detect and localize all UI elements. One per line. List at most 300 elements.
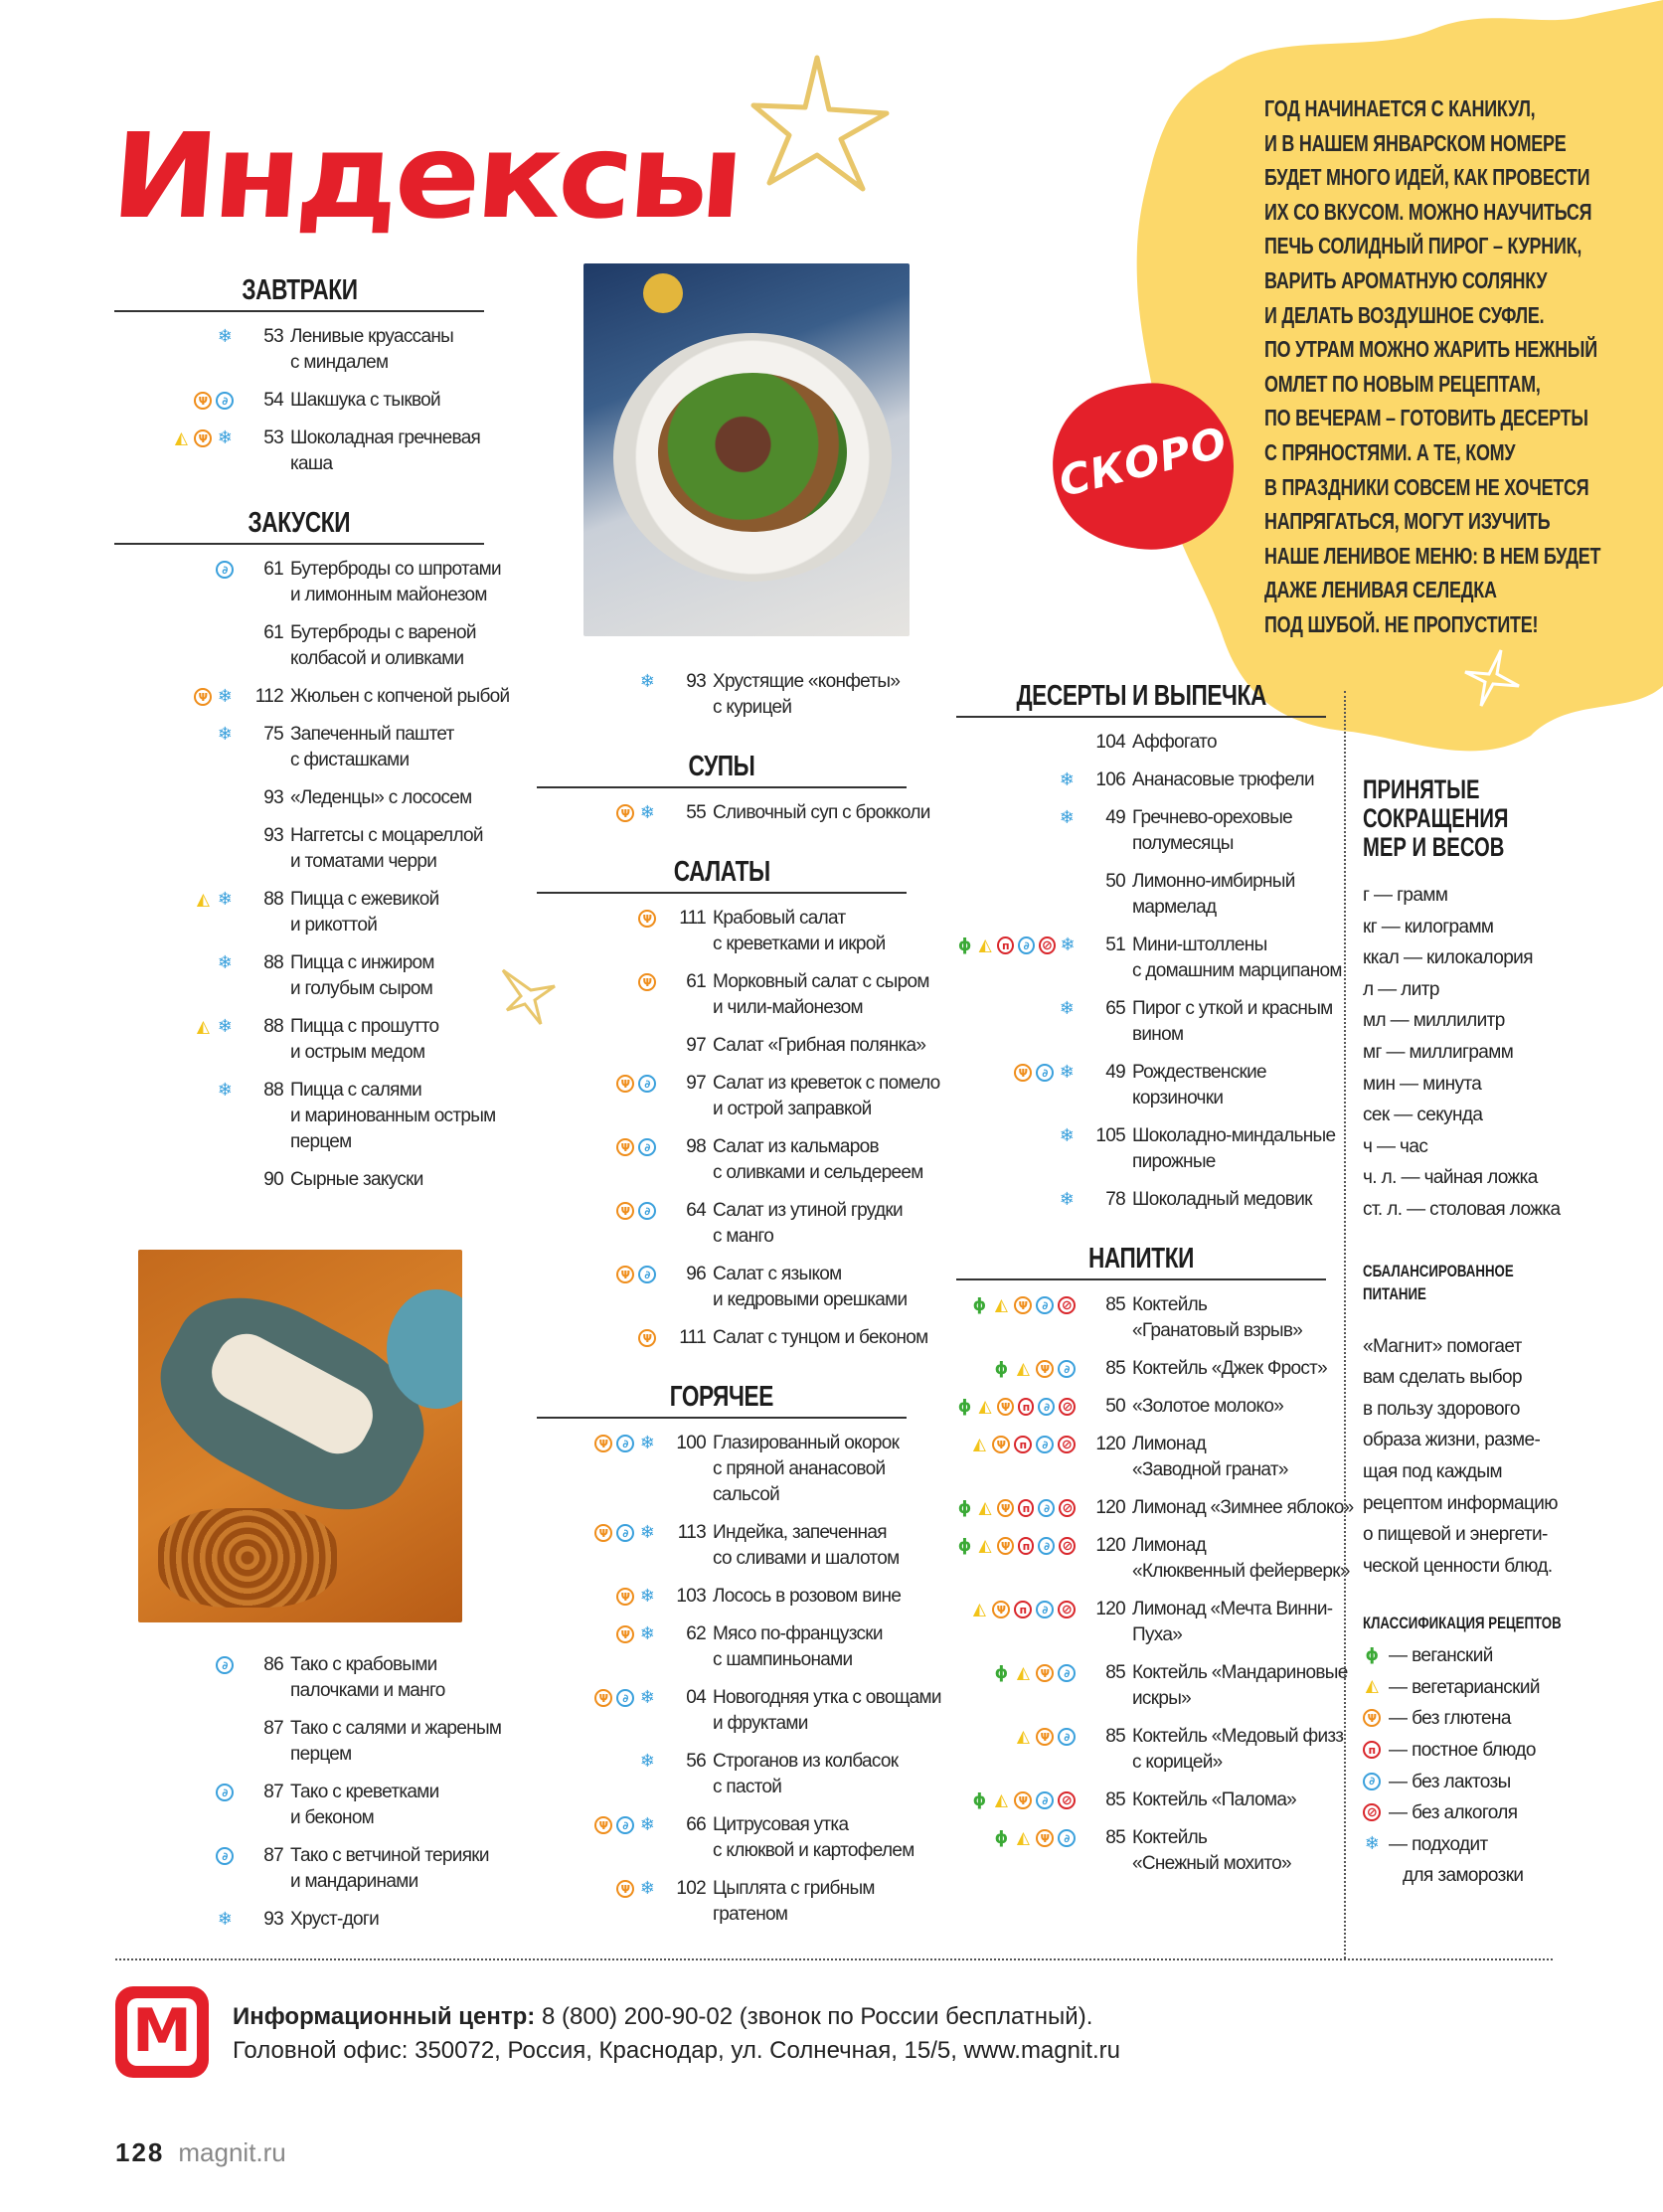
diet-icons (956, 1123, 1076, 1145)
recipe-entry[interactable] (114, 1652, 484, 1704)
page-number: 61 (686, 971, 706, 992)
bottle-icon: ∂ (638, 1138, 656, 1156)
star-doodle-icon (746, 48, 895, 197)
recipe-entry[interactable] (114, 1078, 496, 1155)
page-number: 88 (263, 1016, 283, 1037)
cheese-icon: ◭ (978, 1396, 991, 1417)
recipe-entry[interactable] (537, 1325, 928, 1351)
lent-icon: п (1014, 1601, 1032, 1618)
page-number: 120 (1095, 1599, 1125, 1619)
page-number: 120 (1095, 1434, 1125, 1454)
diet-icons (956, 767, 1076, 789)
legend-label: — подходит для заморозки (1389, 1833, 1524, 1887)
no-alcohol-icon: ⊘ (1059, 1537, 1076, 1555)
recipe-title: Цыплята с грибным гратеном (713, 1878, 875, 1925)
abbreviation-item: кг — килограмм (1363, 916, 1494, 937)
legend-item (1363, 1735, 1601, 1767)
page-number: 120 (1095, 1535, 1125, 1556)
snowflake-icon: ❄ (217, 1080, 233, 1101)
abbreviations-heading: ПРИНЯТЫЕ СОКРАЩЕНИЯ МЕР И ВЕСОВ (1363, 774, 1509, 862)
snowflake-icon: ❄ (217, 889, 233, 910)
leaf-icon: ϕ (957, 935, 971, 955)
wheat-crossed-icon: Ψ (616, 1625, 634, 1643)
section-title: ЗАВТРАКИ (241, 274, 358, 306)
recipe-entry[interactable] (537, 1198, 907, 1250)
bottle-icon: ∂ (1058, 1728, 1076, 1746)
snowflake-icon: ❄ (217, 427, 233, 448)
recipe-title: Тако с креветками и беконом (290, 1782, 439, 1828)
snowflake-icon: ❄ (639, 1814, 655, 1835)
page-number: 61 (263, 559, 283, 580)
recipe-entry[interactable] (537, 906, 907, 957)
page-number: 102 (676, 1878, 706, 1899)
snowflake-icon: ❄ (639, 1687, 655, 1708)
leaf-icon: ϕ (972, 1789, 986, 1810)
recipe-entry[interactable] (956, 1060, 1326, 1111)
recipe-entry[interactable] (114, 1167, 484, 1193)
bottle-icon: ∂ (1036, 1064, 1054, 1082)
recipe-entry[interactable] (537, 1584, 907, 1610)
recipe-title: Коктейль «Снежный мохито» (1132, 1827, 1291, 1874)
section-title: ГОРЯЧЕЕ (669, 1381, 774, 1413)
promo-line: И ДЕЛАТЬ ВОЗДУШНОЕ СУФЛЕ. (1264, 301, 1545, 328)
page-number: 85 (1105, 1789, 1125, 1810)
diet-icons (537, 969, 656, 991)
diet-icons (114, 684, 234, 706)
diet-icons (537, 1431, 656, 1452)
no-alcohol-icon: ⊘ (1058, 1601, 1076, 1618)
recipe-entry[interactable] (956, 869, 1326, 921)
recipe-entry[interactable] (114, 1780, 484, 1831)
recipe-entry[interactable] (114, 620, 484, 672)
diet-icons (956, 933, 1076, 954)
recipe-title: Цитрусовая утка с клюквой и картофелем (713, 1814, 915, 1861)
page-number: 88 (263, 889, 283, 910)
bottle-icon: ∂ (616, 1689, 634, 1707)
recipe-entry[interactable] (114, 1014, 484, 1066)
recipe-title: Мясо по-французски с шампиньонами (713, 1623, 883, 1670)
cheese-icon: ◭ (978, 935, 991, 955)
recipe-entry[interactable] (114, 425, 484, 477)
recipe-entry[interactable] (956, 1825, 1326, 1877)
recipe-title: Коктейль «Гранатовый взрыв» (1132, 1294, 1303, 1341)
recipe-entry[interactable] (956, 1660, 1348, 1712)
page-number: 75 (263, 724, 283, 745)
abbreviation-item: ккал — килокалория (1363, 947, 1533, 969)
page-number: 49 (1105, 807, 1125, 828)
cheese-icon: ◭ (1016, 1827, 1030, 1848)
leaf-icon: ϕ (957, 1535, 971, 1556)
page-number: 113 (677, 1522, 706, 1543)
diet-icons (956, 1394, 1076, 1416)
page-number: 85 (1105, 1662, 1125, 1683)
promo-line: ПО УТРАМ МОЖНО ЖАРИТЬ НЕЖНЫЙ (1264, 336, 1597, 363)
snowflake-icon: ❄ (1059, 1189, 1075, 1210)
index-section (114, 270, 484, 477)
page-number: 85 (1105, 1827, 1125, 1848)
snowflake-icon: ❄ (639, 1623, 655, 1644)
leaf-icon: ϕ (1365, 1644, 1379, 1665)
diet-icons (537, 1134, 656, 1156)
recipe-entry[interactable] (537, 1812, 915, 1864)
head-office: Головной офис: 350072, Россия, Краснодар, ул. Солнечная, 15/5, www.magnit.ru (233, 2037, 1120, 2064)
recipe-entry[interactable] (537, 1685, 941, 1737)
snowflake-icon: ❄ (639, 1433, 655, 1453)
promo-line: И В НАШЕМ ЯНВАРСКОМ НОМЕРЕ (1264, 129, 1567, 156)
wheat-crossed-icon: Ψ (594, 1435, 612, 1452)
bottle-icon: ∂ (216, 392, 234, 410)
recipe-entry[interactable] (537, 800, 930, 826)
lent-icon: п (997, 936, 1014, 954)
bottle-icon: ∂ (1036, 1436, 1054, 1453)
diet-icons (956, 1187, 1076, 1209)
diet-icons (956, 1533, 1076, 1555)
bottle-icon: ∂ (216, 1847, 234, 1865)
diet-icons (114, 950, 234, 972)
recipe-title: Аффогато (1132, 732, 1217, 753)
index-section (537, 669, 907, 721)
recipe-entry[interactable] (537, 1071, 940, 1122)
legend-list (1363, 1640, 1601, 1892)
wheat-crossed-icon: Ψ (992, 1436, 1010, 1453)
recipe-entry[interactable] (956, 933, 1342, 984)
diet-icons (114, 1843, 234, 1865)
page-number: 50 (1105, 871, 1125, 892)
recipe-title: Глазированный окорок с пряной ананасовой сальсой (713, 1433, 900, 1505)
snowflake-icon: ❄ (1059, 769, 1075, 790)
page-number: 56 (686, 1751, 706, 1772)
page-number: 96 (686, 1264, 706, 1284)
recipe-entry[interactable] (956, 805, 1326, 857)
legend-item (1363, 1797, 1601, 1829)
abbreviation-item: сек — секунда (1363, 1105, 1483, 1126)
recipe-entry[interactable] (114, 1716, 502, 1768)
lent-icon: п (1018, 1537, 1035, 1555)
recipe-entry[interactable] (537, 1621, 907, 1673)
recipe-entry[interactable] (537, 1520, 907, 1572)
recipe-title: Шакшука с тыквой (290, 390, 440, 411)
page-number: 85 (1105, 1358, 1125, 1379)
page-number: 78 (1105, 1189, 1125, 1210)
page-number: 86 (263, 1654, 283, 1675)
diet-icons (956, 1724, 1076, 1746)
diet-icons (956, 1825, 1076, 1847)
cheese-icon: ◭ (196, 1016, 210, 1037)
index-section (537, 852, 940, 1351)
recipe-entry[interactable] (114, 324, 484, 376)
index-section (114, 1652, 502, 1933)
page-footer (115, 2137, 286, 2168)
recipe-entry[interactable] (114, 388, 484, 414)
page-number: 112 (254, 686, 283, 707)
snowflake-icon: ❄ (1059, 1125, 1075, 1146)
no-alcohol-icon: ⊘ (1058, 1791, 1076, 1809)
cheese-icon: ◭ (1016, 1726, 1030, 1747)
page-number: 100 (676, 1433, 706, 1453)
diet-icons (114, 785, 234, 789)
snowflake-icon: ❄ (639, 1878, 655, 1899)
recipe-entry[interactable] (956, 1533, 1350, 1585)
legend-heading: КЛАССИФИКАЦИЯ РЕЦЕПТОВ (1363, 1614, 1562, 1633)
recipe-entry[interactable] (956, 996, 1333, 1048)
recipe-entry[interactable] (537, 1134, 923, 1186)
recipe-entry[interactable] (537, 1431, 907, 1508)
promo-line: ОМЛЕТ ПО НОВЫМ РЕЦЕПТАМ, (1264, 370, 1541, 397)
page-number: 111 (679, 1327, 706, 1348)
page-number: 53 (263, 326, 283, 347)
section-title: СУПЫ (688, 751, 755, 782)
section-heading (956, 1239, 1326, 1280)
recipe-entry[interactable] (114, 1907, 484, 1933)
index-column-left-bottom (114, 1652, 502, 1958)
recipe-entry[interactable] (956, 1597, 1333, 1648)
recipe-entry[interactable] (956, 767, 1326, 793)
recipe-entry[interactable] (956, 1724, 1344, 1776)
wheat-crossed-icon: Ψ (1014, 1064, 1032, 1082)
promo-line: НАПРЯГАТЬСЯ, МОГУТ ИЗУЧИТЬ (1264, 508, 1551, 535)
page-number: 51 (1105, 935, 1125, 955)
bottle-icon: ∂ (1363, 1773, 1381, 1790)
recipe-entry[interactable] (114, 1843, 489, 1895)
no-alcohol-icon: ⊘ (1058, 1296, 1076, 1314)
page-number: 04 (686, 1687, 706, 1708)
recipe-title: Тако с ветчиной терияки и мандаринами (290, 1845, 489, 1892)
cheese-icon: ◭ (994, 1294, 1008, 1315)
info-center-phone: 8 (800) 200-90-02 (звонок по России бесплатный). (535, 2003, 1093, 2030)
wheat-crossed-icon: Ψ (616, 1075, 634, 1093)
bottle-icon: ∂ (638, 1075, 656, 1093)
recipe-entry[interactable] (537, 1876, 907, 1928)
bottle-icon: ∂ (638, 1266, 656, 1283)
recipe-title: Коктейль «Медовый физз с корицей» (1132, 1726, 1344, 1773)
star-doodle-icon (1461, 646, 1525, 710)
snowflake-icon: ❄ (639, 802, 655, 823)
recipe-entry[interactable] (114, 887, 484, 938)
recipe-entry[interactable] (956, 1495, 1354, 1521)
recipe-title: Салат из креветок с помело и острой заправкой (713, 1073, 940, 1119)
diet-icons (114, 1167, 234, 1171)
recipe-title: Коктейль «Палома» (1132, 1789, 1297, 1810)
recipe-entry[interactable] (956, 1787, 1326, 1813)
snowflake-icon: ❄ (1059, 998, 1075, 1019)
no-alcohol-icon: ⊘ (1039, 936, 1056, 954)
recipe-entry[interactable] (537, 1033, 926, 1059)
recipe-title: Жюльен с копченой рыбой (290, 686, 510, 707)
logo-letter: М (132, 1996, 192, 2066)
page-number: 105 (1095, 1125, 1125, 1146)
no-alcohol-icon: ⊘ (1363, 1803, 1381, 1821)
diet-icons (537, 1033, 656, 1037)
abbreviation-item: мл — миллилитр (1363, 1010, 1505, 1032)
terrine-photo (138, 1250, 462, 1622)
lent-icon: п (1014, 1436, 1032, 1453)
recipe-entry[interactable] (956, 1123, 1336, 1175)
promo-text (1264, 91, 1662, 642)
sidebar (1363, 775, 1601, 1892)
recipe-title: Ананасовые трюфели (1132, 769, 1314, 790)
recipe-title: Салат из утиной грудки с манго (713, 1200, 903, 1247)
recipe-title: Пицца с инжиром и голубым сыром (290, 952, 434, 999)
recipe-title: Лимонад «Мечта Винни- Пуха» (1132, 1599, 1333, 1645)
lent-icon: п (1018, 1398, 1035, 1416)
snowflake-icon: ❄ (639, 671, 655, 692)
balanced-text: «Магнит» помогает вам сделать выбор в пользу здорового образа жизни, разме- щая под каждым рецептом информацию о пищевой и энергети- ческой ценности блюд. (1363, 1335, 1558, 1577)
snowflake-icon: ❄ (1060, 935, 1075, 955)
page-number: 87 (263, 1782, 283, 1802)
recipe-title: Строганов из колбасок с пастой (713, 1751, 899, 1797)
page-number: 98 (686, 1136, 706, 1157)
recipe-entry[interactable] (114, 684, 510, 710)
magnit-logo (115, 1986, 209, 2078)
diet-icons (956, 869, 1076, 873)
wheat-crossed-icon: Ψ (997, 1537, 1014, 1555)
page-number: 97 (686, 1073, 706, 1094)
cheese-icon: ◭ (1016, 1358, 1030, 1379)
snowflake-icon: ❄ (1059, 1062, 1075, 1083)
diet-icons (956, 1495, 1076, 1517)
page-number: 93 (263, 825, 283, 846)
cheese-icon: ◭ (1365, 1676, 1379, 1697)
bottle-icon: ∂ (216, 561, 234, 579)
diet-icons (537, 800, 656, 822)
recipe-entry[interactable] (114, 950, 484, 1002)
diet-icons (114, 1780, 234, 1801)
diet-icons (956, 1597, 1076, 1618)
recipe-entry[interactable] (114, 722, 484, 773)
snowflake-icon: ❄ (217, 724, 233, 745)
wheat-crossed-icon: Ψ (997, 1398, 1014, 1416)
cheese-icon: ◭ (972, 1434, 986, 1454)
recipe-title: «Леденцы» с лососем (290, 787, 472, 808)
recipe-entry[interactable] (537, 1749, 907, 1800)
wheat-crossed-icon: Ψ (194, 429, 212, 447)
recipe-title: Запеченный паштет с фисташками (290, 724, 454, 770)
cheese-icon: ◭ (978, 1535, 991, 1556)
diet-icons (114, 425, 234, 447)
recipe-title: Лимонад «Заводной гранат» (1132, 1434, 1288, 1480)
wheat-crossed-icon: Ψ (1014, 1791, 1032, 1809)
wheat-crossed-icon: Ψ (638, 973, 656, 991)
abbreviation-item: ч. л. — чайная ложка (1363, 1167, 1538, 1189)
recipe-title: Гречнево-ореховые полумесяцы (1132, 807, 1293, 854)
diet-icons (537, 1262, 656, 1283)
recipe-title: Шоколадно-миндальные пирожные (1132, 1125, 1336, 1172)
page-number: 93 (686, 671, 706, 692)
promo-line: ГОД НАЧИНАЕТСЯ С КАНИКУЛ, (1264, 95, 1536, 121)
cheese-icon: ◭ (978, 1497, 991, 1518)
recipe-entry[interactable] (956, 1292, 1326, 1344)
promo-line: ИХ СО ВКУСОМ. МОЖНО НАУЧИТЬСЯ (1264, 198, 1592, 225)
diet-icons (956, 730, 1076, 734)
vertical-divider (1344, 691, 1346, 1958)
snowflake-icon: ❄ (217, 326, 233, 347)
recipe-entry[interactable] (956, 1187, 1326, 1213)
wheat-crossed-icon: Ψ (997, 1499, 1014, 1517)
diet-icons (114, 1716, 234, 1720)
index-section (537, 1377, 941, 1928)
promo-line: ПОД ШУБОЙ. НЕ ПРОПУСТИТЕ! (1264, 610, 1539, 637)
index-section (956, 1239, 1354, 1877)
recipe-title: Рождественские корзиночки (1132, 1062, 1266, 1108)
legend-item (1363, 1767, 1601, 1798)
page-number: 62 (686, 1623, 706, 1644)
diet-icons (114, 557, 234, 579)
recipe-entry[interactable] (956, 730, 1326, 756)
recipe-entry[interactable] (537, 969, 929, 1021)
section-heading (537, 1377, 907, 1419)
wheat-crossed-icon: Ψ (616, 1588, 634, 1606)
leaf-icon: ϕ (957, 1497, 971, 1518)
diet-icons (956, 1660, 1076, 1682)
site-link[interactable]: magnit.ru (178, 2137, 286, 2167)
abbreviations-list (1363, 880, 1601, 1226)
snowflake-icon: ❄ (217, 1016, 233, 1037)
recipe-title: Хрустящие «конфеты» с курицей (713, 671, 901, 718)
wheat-crossed-icon: Ψ (1036, 1664, 1054, 1682)
recipe-entry[interactable] (537, 1262, 907, 1313)
legend-label: — без глютена (1389, 1708, 1511, 1730)
bottle-icon: ∂ (1038, 1499, 1055, 1517)
recipe-entry[interactable] (114, 557, 501, 608)
page-number: 66 (686, 1814, 706, 1835)
recipe-title: Пирог с уткой и красным вином (1132, 998, 1333, 1045)
horizontal-divider (115, 1958, 1553, 1960)
badge-label: СКОРО (1054, 417, 1233, 507)
diet-icons (114, 388, 234, 410)
diet-icons (114, 1014, 234, 1036)
diet-icons (537, 1876, 656, 1898)
no-alcohol-icon: ⊘ (1058, 1436, 1076, 1453)
index-column-middle (537, 669, 941, 1954)
index-column-right (956, 676, 1354, 1903)
page-number: 111 (679, 908, 706, 929)
promo-line: ПО ВЕЧЕРАМ – ГОТОВИТЬ ДЕСЕРТЫ (1264, 405, 1588, 431)
section-heading (114, 270, 484, 312)
no-alcohol-icon: ⊘ (1059, 1499, 1076, 1517)
diet-icons (956, 1292, 1076, 1314)
no-alcohol-icon: ⊘ (1059, 1398, 1076, 1416)
wheat-crossed-icon: Ψ (616, 1880, 634, 1898)
recipe-title: Новогодняя утка с овощами и фруктами (713, 1687, 941, 1734)
diet-icons (114, 1907, 234, 1929)
diet-icons (537, 1071, 656, 1093)
recipe-entry[interactable] (956, 1394, 1326, 1420)
recipe-title: Сырные закуски (290, 1169, 423, 1190)
wheat-crossed-icon: Ψ (616, 1138, 634, 1156)
promo-line: БУДЕТ МНОГО ИДЕЙ, КАК ПРОВЕСТИ (1264, 164, 1590, 191)
wheat-crossed-icon: Ψ (594, 1524, 612, 1542)
recipe-title: Шоколадная гречневая каша (290, 427, 481, 474)
cheese-icon: ◭ (972, 1599, 986, 1619)
footer-contacts (233, 2000, 1120, 2068)
cheese-icon: ◭ (994, 1789, 1008, 1810)
page-number: 120 (1095, 1497, 1125, 1518)
diet-icons (114, 722, 234, 744)
recipe-title: Лосось в розовом вине (713, 1586, 902, 1607)
recipe-entry[interactable] (956, 1432, 1326, 1483)
recipe-entry[interactable] (956, 1356, 1326, 1382)
recipe-entry[interactable] (114, 823, 484, 875)
page-number: 103 (676, 1586, 706, 1607)
recipe-entry[interactable] (114, 785, 484, 811)
recipe-title: Пицца с прошутто и острым медом (290, 1016, 439, 1063)
promo-line: НАШЕ ЛЕНИВОЕ МЕНЮ: В НЕМ БУДЕТ (1264, 542, 1601, 569)
wheat-crossed-icon: Ψ (1014, 1296, 1032, 1314)
recipe-entry[interactable] (537, 669, 907, 721)
index-column-left (114, 270, 510, 1219)
page-number: 97 (686, 1035, 706, 1056)
legend-label: — без алкоголя (1389, 1802, 1518, 1824)
